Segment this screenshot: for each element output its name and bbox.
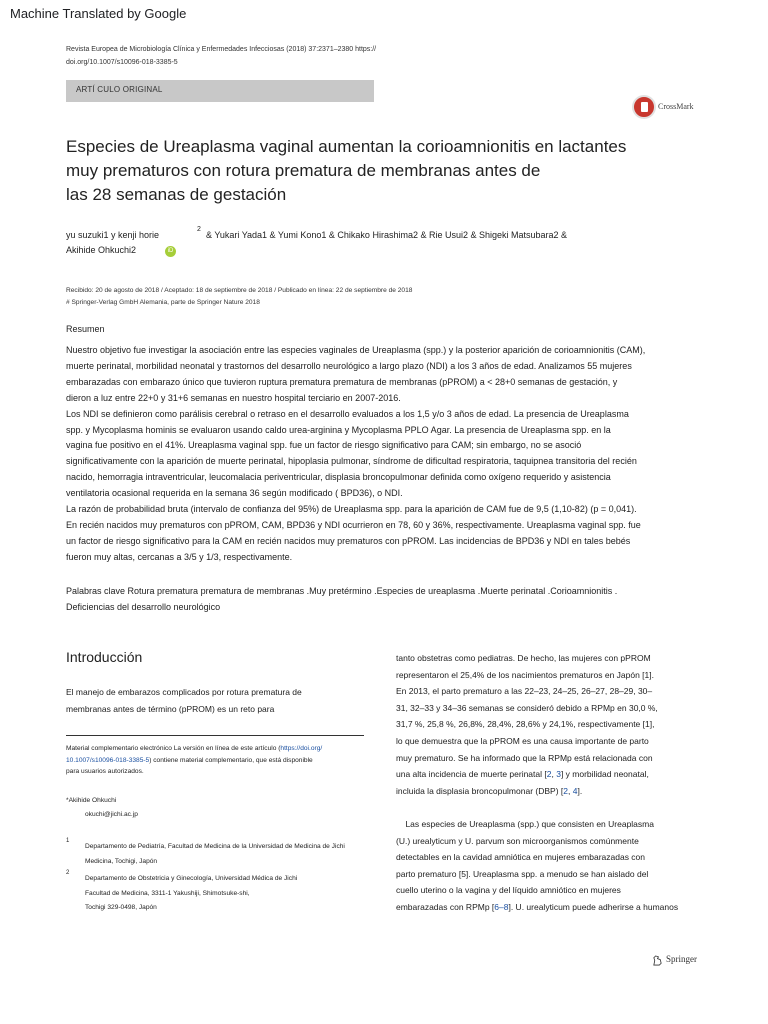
- title-line-1: Especies de Ureaplasma vaginal aumentan la corioamnionitis en lactantes: [66, 137, 627, 156]
- journal-line-1: Revista Europea de Microbiología Clínica y Enfermedades Infecciosas (2018) 37:2371–2380 https://: [66, 46, 377, 53]
- corresponding-author: *Akihide Ohkuchi: [66, 797, 117, 804]
- authors-line-2: Akihide Ohkuchi2: [66, 245, 137, 255]
- abstract-heading: Resumen: [66, 324, 105, 334]
- abstract-line: un factor de riesgo significativo para la CAM en recién nacidos muy prematuros con pPROM. Las incidencias de BPD36 y NDI en tales bebés: [66, 535, 631, 546]
- abstract-line: dieron a luz entre 22+0 y 31+6 semanas en nuestro hospital terciario en 2007-2016.: [66, 392, 401, 403]
- translation-banner: [0, 0, 768, 30]
- citation-link[interactable]: 3: [556, 769, 561, 780]
- affiliation-2: [85, 872, 297, 916]
- keywords: [66, 584, 706, 616]
- affiliation-line: Departamento de Pediatría, Facultad de Medicina de la Universidad de Medicina de Jichi: [85, 843, 345, 850]
- col2-line: incluida la displasia broncopulmonar (DBP) [2, 4].: [396, 785, 583, 796]
- supp-text-2: ) contiene material complementario, que está disponible: [149, 756, 313, 764]
- affiliation-line: Departamento de Obstetricia y Ginecología, Universidad Médica de Jichi: [85, 875, 298, 882]
- supp-link-1[interactable]: https://doi.org/: [280, 745, 323, 752]
- crossmark-label: CrossMark: [658, 102, 694, 111]
- supp-link-2[interactable]: 10.1007/s10096-018-3385-5: [66, 756, 150, 764]
- col2-line: (U.) urealyticum y U. parvum son microorganismos comúnmente: [396, 835, 639, 846]
- affiliation-2-number: 2: [66, 870, 70, 876]
- col2-line: embarazadas con RPMp [6–8]. U. urealyticum puede adherirse a humanos: [396, 901, 679, 912]
- col2-line: muy prematuro. Se ha informado que la RPMp está relacionada con: [396, 752, 653, 763]
- col2-line: tanto obstetras como pediatras. De hecho, las mujeres con pPROM: [396, 653, 651, 663]
- keywords-line-2: Deficiencias del desarrollo neurológico: [66, 601, 221, 612]
- col2-line: parto prematuro [5]. Ureaplasma spp. a menudo se han aislado del: [396, 868, 649, 879]
- col2-line: detectables en la cavidad amniótica en mujeres embarazadas con: [396, 852, 646, 863]
- col2-line: una alta incidencia de muerte perinatal [2, 3] y morbilidad neonatal,: [396, 769, 649, 780]
- article-type-label: ARTÍ CULO ORIGINAL: [76, 85, 163, 94]
- abstract-line: ventilatoria ocasional requerida en la semana 36 según modificado ( BPD36), o NDI.: [66, 488, 403, 499]
- introduction-text: [66, 684, 366, 717]
- citation-link[interactable]: 2: [563, 785, 568, 796]
- abstract-line: Nuestro objetivo fue investigar la asociación entre las especies vaginales de Ureaplasma (spp.) y la posterior aparición de corioamnionitis (CAM),: [66, 345, 646, 355]
- abstract-line: Los NDI se definieron como parálisis cerebral o retraso en el desarrollo evaluados a los 1,5 y/o 3 años de edad. La presencia de Ureaplasma: [66, 408, 629, 419]
- intro-line: membranas antes de término (pPROM) es un reto para: [66, 703, 275, 714]
- col2-line: cuello uterino o la vagina y del líquido amniótico en mujeres: [396, 885, 621, 896]
- citation-link[interactable]: 6–8: [494, 901, 509, 912]
- right-column-text: [396, 650, 736, 916]
- publisher-logo: Springer: [666, 954, 697, 964]
- col2-line: representaron el 25,4% de los nacimientos prematuros en Japón [1].: [396, 669, 654, 680]
- abstract-line: muerte perinatal, morbilidad neonatal y trastornos del desarrollo neurológico a largo plazo (NDI) a los 3 años de edad. Analizamos 55 mujeres: [66, 360, 632, 371]
- abstract-line: embarazadas con embarazo único que tuvieron ruptura prematura prematura de membranas (pPROM) a < 28+0 semanas de gestación, y: [66, 376, 618, 387]
- authors-line-1b: & Yukari Yada1 & Yumi Kono1 & Chikako Hirashima2 & Rie Usui2 & Shigeki Matsubara2 &: [206, 230, 568, 240]
- footnote-divider: [66, 735, 364, 736]
- publication-dates: [66, 285, 706, 309]
- affiliation-1: [85, 840, 345, 869]
- affiliation-line: Facultad de Medicina, 3311-1 Yakushiji, Shimotsuke-shi,: [85, 889, 250, 897]
- banner-title: Machine Translated by Google: [10, 6, 187, 21]
- crossmark-badge[interactable]: [632, 94, 712, 124]
- abstract-line: En recién nacidos muy prematuros con pPROM, CAM, BPD36 y NDI ocurrieron en 78, 60 y 36%, respectivamente. Ureaplasma vaginal spp. fue: [66, 519, 641, 530]
- col2-line: 31, 32–33 y 34–36 semanas se consideró debido a RPMp en 30,0 %,: [396, 702, 658, 713]
- article-title: [66, 135, 666, 207]
- authors-line-1a: yu suzuki1 y kenji horie: [66, 230, 160, 240]
- citation-link[interactable]: 2: [546, 769, 552, 780]
- introduction-heading: Introducción: [66, 649, 143, 665]
- affiliation-line: Tochigi 329-0498, Japón: [85, 904, 157, 911]
- journal-citation: [66, 43, 486, 69]
- abstract-line: nacido, hemorragia intraventricular, leucomalacia periventricular, displasia broncopulmonar definida como oxígeno requerido y asistencia: [66, 472, 611, 483]
- orcid-icon[interactable]: iD: [165, 246, 176, 257]
- supp-text-3: para usuarios autorizados.: [66, 768, 144, 775]
- intro-line: El manejo de embarazos complicados por rotura prematura de: [66, 687, 302, 697]
- affiliation-1-number: 1: [66, 838, 70, 844]
- abstract-line: vagina fue positivo en el 41%. Ureaplasma vaginal spp. fue un factor de riesgo significativo para CAM; sin embargo, no se asoció: [66, 440, 582, 451]
- col2-line: lo que demuestra que la pPROM es una causa importante de parto: [396, 735, 649, 746]
- col2-line: 31,7 %, 25,8 %, 26,8%, 28,4%, 28,6% y 24,1%, respectivamente [1],: [396, 719, 655, 730]
- supplementary-note: [66, 743, 364, 778]
- springer-horse-icon: [652, 955, 663, 966]
- journal-doi[interactable]: doi.org/10.1007/s10096-018-3385-5: [66, 59, 178, 66]
- copyright-line: # Springer-Verlag GmbH Alemania, parte de Springer Nature 2018: [66, 299, 260, 306]
- crossmark-icon: [632, 95, 656, 119]
- keywords-line-1: Palabras clave Rotura prematura prematura de membranas .Muy pretérmino .Especies de ureaplasma .Muerte perinatal .Corioamnionitis .: [66, 586, 618, 596]
- title-line-3: las 28 semanas de gestación: [66, 185, 287, 204]
- abstract-body: [66, 343, 726, 566]
- abstract-line: spp. y Mycoplasma hominis se evaluaron usando caldo urea-arginina y Mycoplasma PPLO Agar. La presencia de Ureaplasma spp. en la: [66, 424, 611, 435]
- col2-line: En 2013, el parto prematuro a las 22–23, 24–25, 26–27, 28–29, 30–: [396, 686, 653, 697]
- supp-text-1: Material complementario electrónico La versión en línea de este artículo (: [66, 745, 281, 752]
- article-type-bar: [66, 80, 374, 102]
- citation-link[interactable]: 4: [572, 785, 578, 796]
- col2-line: Las especies de Ureaplasma (spp.) que consisten en Ureaplasma: [396, 818, 654, 829]
- abstract-line: La razón de probabilidad bruta (intervalo de confianza del 95%) de Ureaplasma spp. para la aparición de CAM fue de 9,5 (1,10-82) (p = 0,041).: [66, 504, 637, 515]
- authors-sup: 2: [197, 226, 201, 233]
- abstract-line: fueron muy altas, cercanas a 3/5 y 1/3, respectivamente.: [66, 551, 293, 562]
- dates-line: Recibido: 20 de agosto de 2018 / Aceptado: 18 de septiembre de 2018 / Publicado en línea: 22 de septiembre de 2018: [66, 287, 413, 294]
- affiliation-line: Medicina, Tochigi, Japón: [85, 857, 158, 865]
- corresponding-email[interactable]: okuchi@jichi.ac.jp: [85, 811, 138, 818]
- title-line-2: muy prematuros con rotura prematura de membranas antes de: [66, 161, 541, 180]
- abstract-line: significativamente con la aparición de muerte perinatal, hipoplasia pulmonar, síndrome de dificultad respiratoria, taquipnea transitoria del recién: [66, 456, 637, 467]
